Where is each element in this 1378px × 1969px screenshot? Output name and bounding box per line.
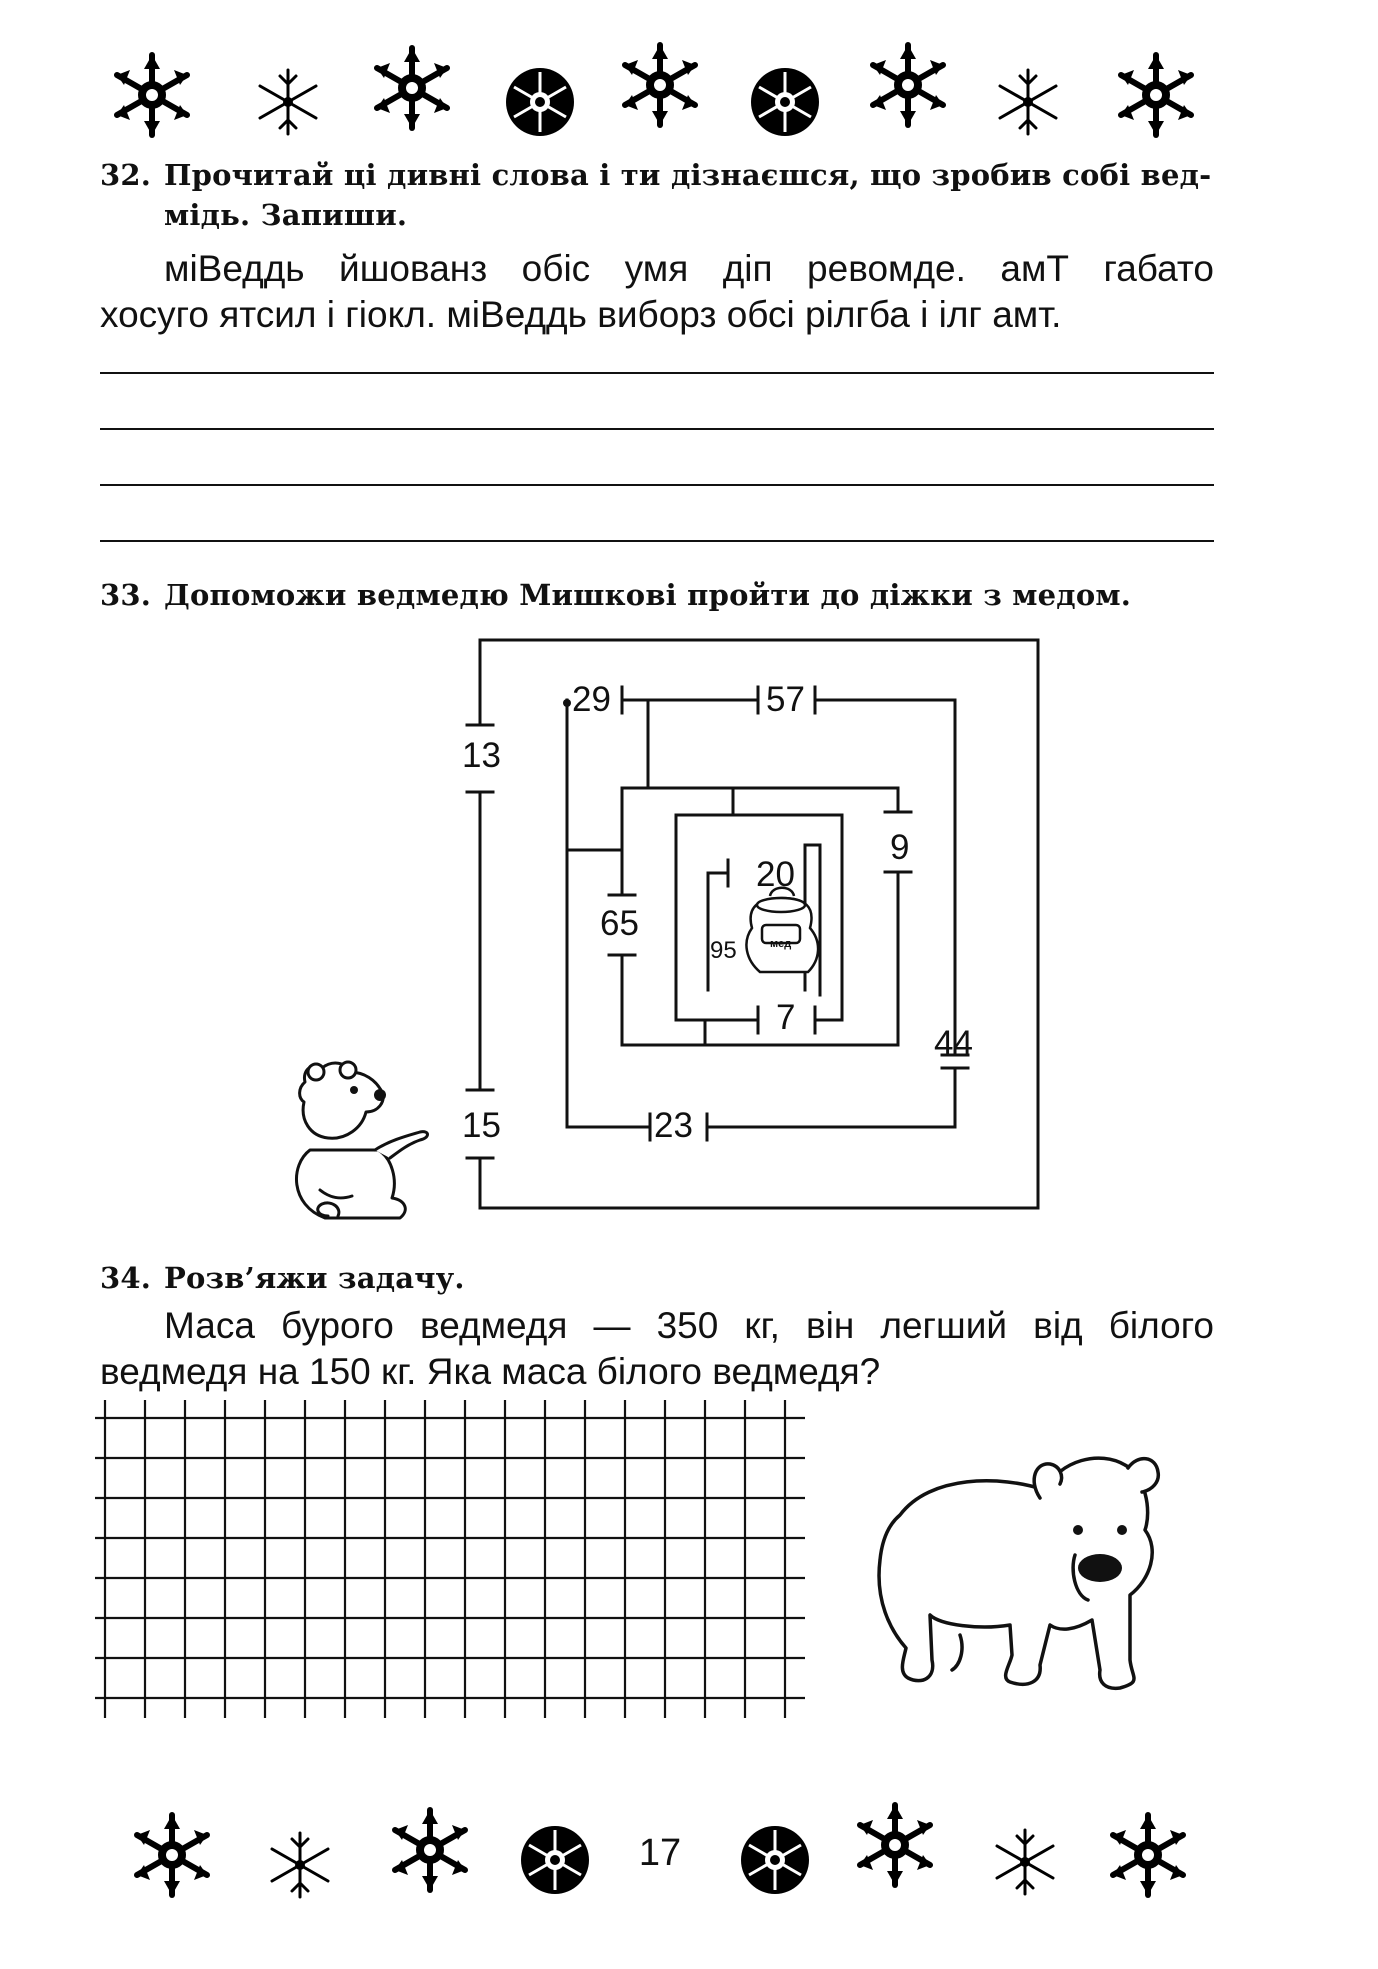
maze-number-95: 95 xyxy=(710,937,737,964)
task-34-title xyxy=(100,1258,1220,1298)
maze-number-20: 20 xyxy=(756,855,795,894)
maze-number-15: 15 xyxy=(462,1106,501,1145)
maze-number-29: 29 xyxy=(572,680,611,719)
task-32-title-line-1: Прочитай ці дивні слова і ти дізнаєшся, що зробив собі вед- xyxy=(164,158,1212,192)
task-32-text-line-1: міВеддь йшованз обіс умя діп ревомде. амТ габато xyxy=(164,248,1214,289)
maze-number-23: 23 xyxy=(654,1106,693,1145)
task-34-title-text: Розв’яжи задачу. xyxy=(164,1261,465,1295)
solution-grid[interactable] xyxy=(95,1400,815,1720)
task-34-problem-text xyxy=(100,1303,1214,1349)
maze-number-7: 7 xyxy=(776,998,796,1037)
bear-cub-illustration xyxy=(280,1040,440,1220)
task-34-text-line-1: Маса бурого ведмедя — 350 кг, він легший від білого xyxy=(164,1305,1214,1346)
page-number: 17 xyxy=(638,1832,682,1874)
task-34-number: 34. xyxy=(100,1261,152,1295)
task-32-title-line-2: мідь. Запиши. xyxy=(164,198,408,232)
maze-number-13: 13 xyxy=(462,736,501,775)
polar-bear-illustration xyxy=(860,1420,1180,1720)
task-34-text-line-2: ведмедя на 150 кг. Яка маса білого ведмедя? xyxy=(100,1351,881,1392)
task-32-text-line-2: хосуго ятсил і гіокл. міВеддь виборз обсі рілгба і ілг амт. xyxy=(100,294,1062,335)
maze-number-57: 57 xyxy=(766,680,805,719)
task-33-title-text: Допоможи ведмедю Мишкові пройти до діжки з медом. xyxy=(164,578,1132,612)
maze-number-9: 9 xyxy=(890,828,910,867)
maze-number-44: 44 xyxy=(934,1024,973,1063)
task-33-number: 33. xyxy=(100,578,152,612)
maze-number-65: 65 xyxy=(600,904,639,943)
honey-pot-label: мед xyxy=(770,938,792,950)
honey-pot-icon xyxy=(746,888,818,972)
task-32-number: 32. xyxy=(100,158,152,192)
